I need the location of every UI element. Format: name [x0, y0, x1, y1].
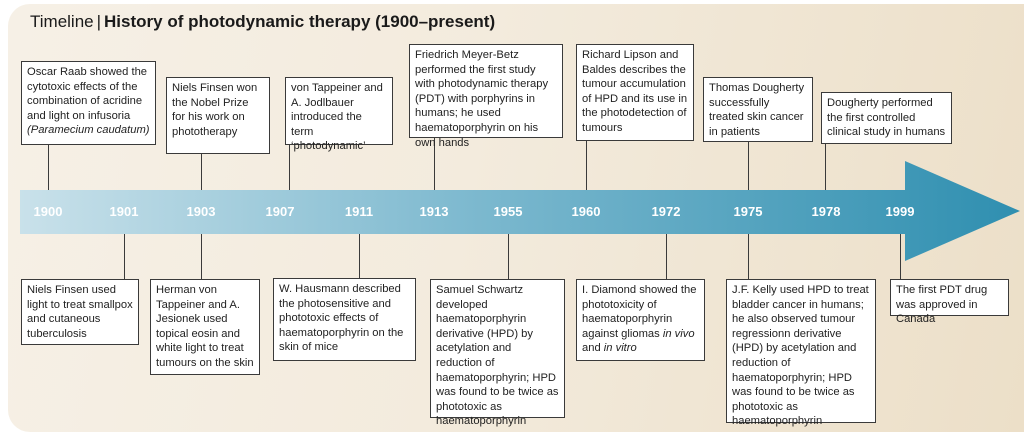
event-box-1903-above: [166, 77, 270, 154]
event-text: Samuel Schwartz developed haematoporphyrin derivative (HPD) by acetylation and reduction of haematoporphyrin; HPD was found to be twice as phototoxic as haematoporphyrin: [436, 284, 559, 428]
connector-1975-above: [748, 142, 749, 190]
connector-1907: [289, 145, 290, 190]
connector-1972: [666, 234, 667, 279]
connector-1960: [586, 141, 587, 190]
title-main: History of photodynamic therapy (1900–present): [104, 12, 496, 31]
event-text: Oscar Raab showed the cytotoxic effects of the combination of acridine and light on infusoria: [27, 66, 148, 122]
connector-1900: [48, 145, 49, 190]
event-box-1975-above: [703, 77, 813, 142]
year-label-1903: 1903: [186, 204, 216, 219]
event-text-italic: (Paramecium caudatum): [27, 124, 150, 137]
event-box-1978: [821, 92, 952, 144]
connector-1901: [124, 234, 125, 279]
event-text: Niels Finsen used light to treat smallpox and cutaneous tuberculosis: [27, 284, 133, 340]
connector-1975-below: [748, 234, 749, 279]
event-box-1913: [409, 44, 563, 149]
connector-1999: [900, 234, 901, 279]
event-box-1900: [21, 61, 156, 145]
year-label-1907: 1907: [265, 204, 295, 219]
event-box-1999: [890, 279, 1009, 326]
connector-1903-above: [201, 154, 202, 190]
year-label-1975: 1975: [733, 204, 763, 219]
connector-1955: [508, 234, 509, 279]
event-text: The first PDT drug was approved in Canada: [896, 284, 988, 326]
event-box-1960: [576, 44, 694, 141]
event-box-1901: [21, 279, 139, 345]
event-box-1975-below: [726, 279, 876, 428]
connector-1911: [359, 234, 360, 278]
event-box-1903-below: [150, 279, 260, 375]
year-label-1901: 1901: [109, 204, 139, 219]
year-label-1913: 1913: [419, 204, 449, 219]
event-text: W. Hausmann described the photosensitive and phototoxic effects of haematoporphyrin on the skin of mice: [279, 283, 404, 354]
year-label-1999: 1999: [885, 204, 915, 219]
title-prefix: Timeline: [30, 12, 94, 31]
year-label-1911: 1911: [344, 204, 374, 219]
year-label-1900: 1900: [33, 204, 63, 219]
event-text: J.F. Kelly used HPD to treat bladder cancer in humans; he also observed tumour regressionn derivative (HPD) by acetylation and reduction of haematoporphyrin; HPD was found to be twice as phototoxic as haematoporphyrin: [732, 284, 869, 428]
event-box-1911: [273, 278, 416, 361]
event-box-1907: [285, 77, 393, 153]
title-separator: |: [96, 12, 102, 31]
event-text-italic: in vivo: [662, 327, 695, 340]
event-text: Richard Lipson and Baldes describes the tumour accumulation of HPD and its use in the photodetection of tumours: [582, 49, 688, 134]
event-box-1955: [430, 279, 565, 428]
connector-1903-below: [201, 234, 202, 279]
event-text: Herman von Tappeiner and A. Jesionek used topical eosin and white light to treat tumours on the skin: [156, 284, 254, 369]
event-box-1972: [576, 279, 705, 361]
event-text: and: [582, 342, 601, 355]
year-label-1960: 1960: [571, 204, 601, 219]
year-label-1955: 1955: [493, 204, 523, 219]
event-text: von Tappeiner and A. Jodlbauer introduced the term ‘photodynamic’: [291, 82, 383, 153]
year-label-1978: 1978: [811, 204, 841, 219]
connector-1978: [825, 144, 826, 190]
event-text: Dougherty performed the first controlled clinical study in humans: [827, 97, 946, 139]
event-text: Niels Finsen won the Nobel Prize for his work on phototherapy: [172, 82, 258, 138]
event-text: I. Diamond showed the phototoxicity of haematoporphyrin against gliomas: [582, 284, 697, 340]
event-text: Thomas Dougherty successfully treated skin cancer in patients: [709, 82, 805, 138]
event-text: Friedrich Meyer-Betz performed the first study with photodynamic therapy (PDT) with porphyrins in humans; he used haematoporphyrin on his own hands: [415, 49, 549, 149]
event-text-italic: in vitro: [603, 342, 637, 355]
year-label-1972: 1972: [651, 204, 681, 219]
